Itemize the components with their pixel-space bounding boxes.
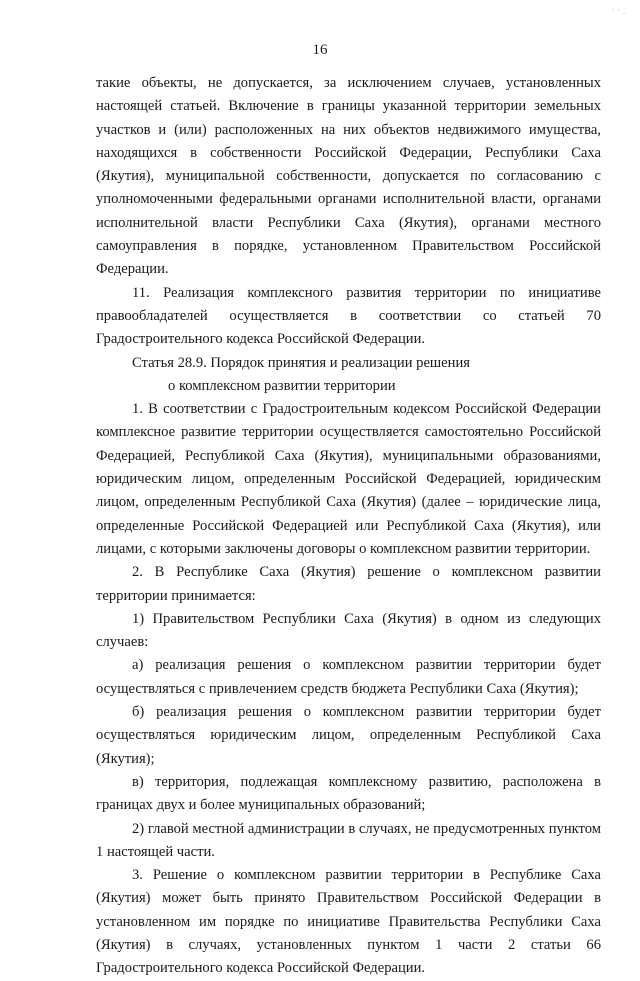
article-paragraph-3: 3. Решение о комплексном развитии территории в Республике Саха (Якутия) может быть принято Правительством Российской Федерации в установленном им порядке по инициативе Правительства Республики Саха (Якутия) в случаях, установленных пунктом 1 части 2 статьи 66 Градостроительного кодекса Российской Федерации. xyxy=(96,867,601,977)
paragraph-continuation: такие объекты, не допускается, за исключением случаев, установленных настоящей статьей. Включение в границы указанной территории земельных участков и (или) расположенных на них объектов недвижимого имущества, находящихся в собственности Российской Федерации, Республики Саха (Якутия), муниципальной собственности, допускается по согласованию с уполномоченными федеральными органами исполнительной власти, органами исполнительной власти Республики Саха (Якутия), органами местного самоуправления в порядке, установленном Правительством Российской Федерации. xyxy=(96,75,601,278)
article-subitem-b: б) реализация решения о комплексном развитии территории будет осуществляться юридическим лицом, определенным Республикой Саха (Якутия); xyxy=(96,704,601,767)
document-body xyxy=(96,72,601,981)
article-subitem-v: в) территория, подлежащая комплексному развитию, расположена в границах двух и более муниципальных образований; xyxy=(96,773,601,814)
article-heading-line-1: Статья 28.9. Порядок принятия и реализации решения xyxy=(132,354,470,371)
corner-mark: ` ' . xyxy=(612,8,626,16)
article-paragraph-1: 1. В соответствии с Градостроительным кодексом Российской Федерации комплексное развитие территории осуществляется самостоятельно Российской Федерацией, Республикой Саха (Якутия), муниципальными образованиями, юридическим лицом, определенным Российской Федерацией, юридическим лицом, определенным Республикой Саха (Якутия) (далее – юридические лица, определенные Российской Федерацией или Республикой Саха (Якутия), или лицами, с которыми заключены договоры о комплексном развитии территории. xyxy=(96,401,601,557)
article-subitem-2: 2) главой местной администрации в случаях, не предусмотренных пунктом 1 настоящей части. xyxy=(96,820,601,860)
article-subitem-1: 1) Правительством Республики Саха (Якутия) в одном из следующих случаев: xyxy=(96,610,601,651)
article-subitem-a: а) реализация решения о комплексном развитии территории будет осуществляться с привлечением средств бюджета Республики Саха (Якутия); xyxy=(96,657,601,697)
article-heading-line-2: о комплексном развитии территории xyxy=(168,377,396,394)
article-paragraph-2: 2. В Республике Саха (Якутия) решение о комплексном развитии территории принимается: xyxy=(96,564,601,604)
paragraph-item-11: 11. Реализация комплексного развития территории по инициативе правообладателей осуществляется в соответствии со статьей 70 Градостроительного кодекса Российской Федерации. xyxy=(96,284,601,348)
page-number: 16 xyxy=(312,42,328,58)
